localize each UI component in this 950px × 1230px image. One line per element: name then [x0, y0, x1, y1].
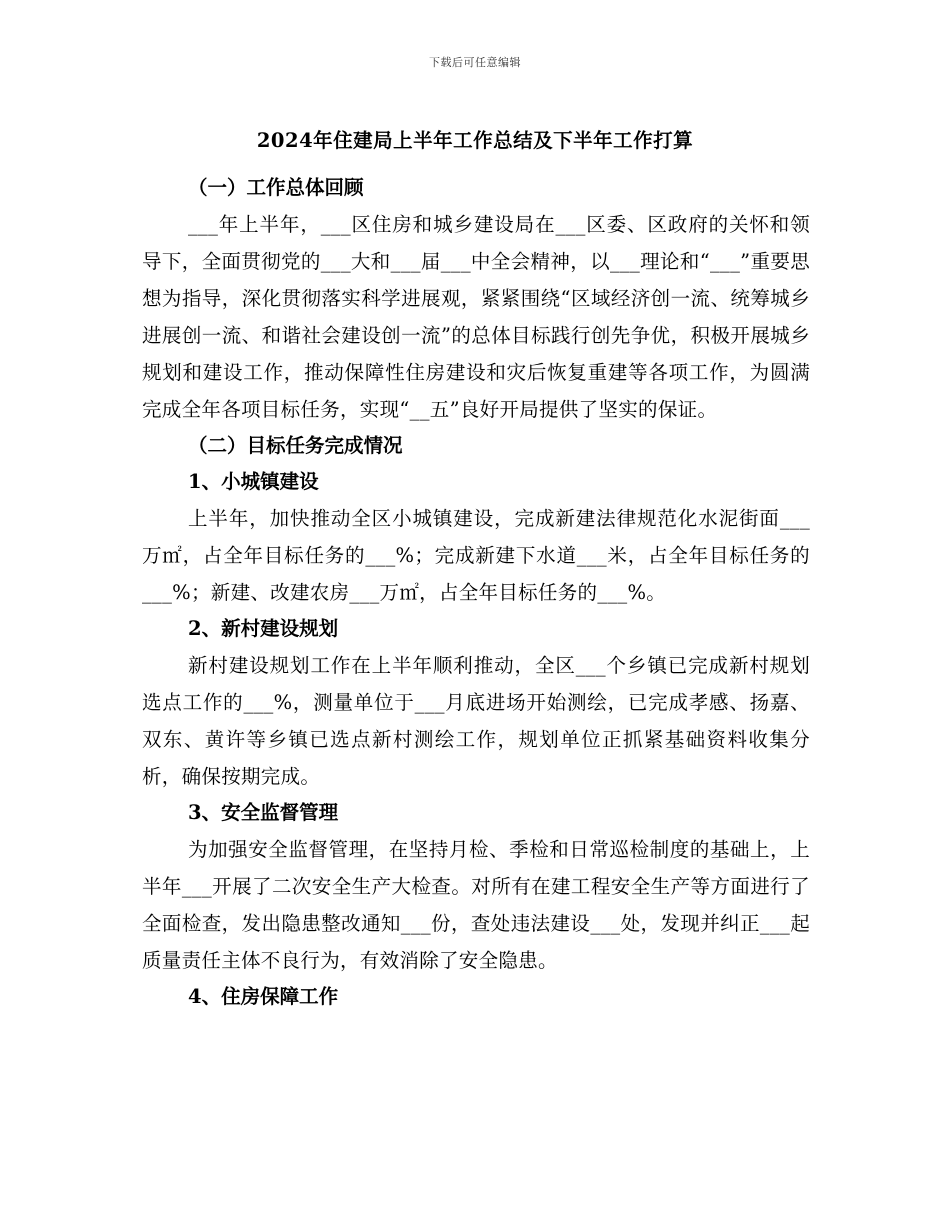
paragraph-safety: 为加强安全监督管理，在坚持月检、季检和日常巡检制度的基础上，上半年___开展了二次安全生产大检查。对所有在建工程安全生产等方面进行了全面检查，发出隐患整改通知___份，查处违法建设___处，发现并纠正___起质量责任主体不良行为，有效消除了安全隐患。	[142, 838, 810, 972]
section-heading-housing: 4、住房保障工作	[188, 985, 339, 1008]
page-header-note: 下载后可任意编辑	[429, 56, 521, 69]
paragraph-work-review: ___年上半年，___区住房和城乡建设局在___区委、区政府的关怀和领导下，全面贯彻党的___大和___届___中全会精神，以___理论和“___”重要思想为指导，深化贯彻落实科学进展观，紧紧围绕“区域经济创一流、统筹城乡进展创一流、和谐社会建设创一流”的总体目标践行创先争优，积极开展城乡规划和建设工作，推动保障性住房建设和灾后恢复重建等各项工作，为圆满完成全年各项目标任务，实现“__五”良好开局提供了坚实的保证。	[142, 213, 810, 421]
section-heading-small-towns: 1、小城镇建设	[188, 470, 319, 493]
paragraph-new-village: 新村建设规划工作在上半年顺利推动，全区___个乡镇已完成新村规划选点工作的___%，测量单位于___月底进场开始测绘，已完成孝感、扬嘉、双东、黄许等乡镇已选点新村测绘工作，规划单位正抓紧基础资料收集分析，确保按期完成。	[142, 654, 810, 788]
document-title: 2024年住建局上半年工作总结及下半年工作打算	[256, 129, 694, 152]
paragraph-small-towns: 上半年，加快推动全区小城镇建设，完成新建法律规范化水泥街面___万㎡，占全年目标任务的___%；完成新建下水道___米，占全年目标任务的___%；新建、改建农房___万㎡，占全年目标任务的___%。	[142, 507, 810, 604]
section-heading-targets: （二）目标任务完成情况	[188, 434, 403, 457]
section-heading-safety: 3、安全监督管理	[188, 801, 339, 824]
document-body	[142, 170, 810, 1015]
section-heading-new-village: 2、新村建设规划	[188, 617, 339, 640]
section-heading-work-review: （一）工作总体回顾	[188, 176, 364, 199]
